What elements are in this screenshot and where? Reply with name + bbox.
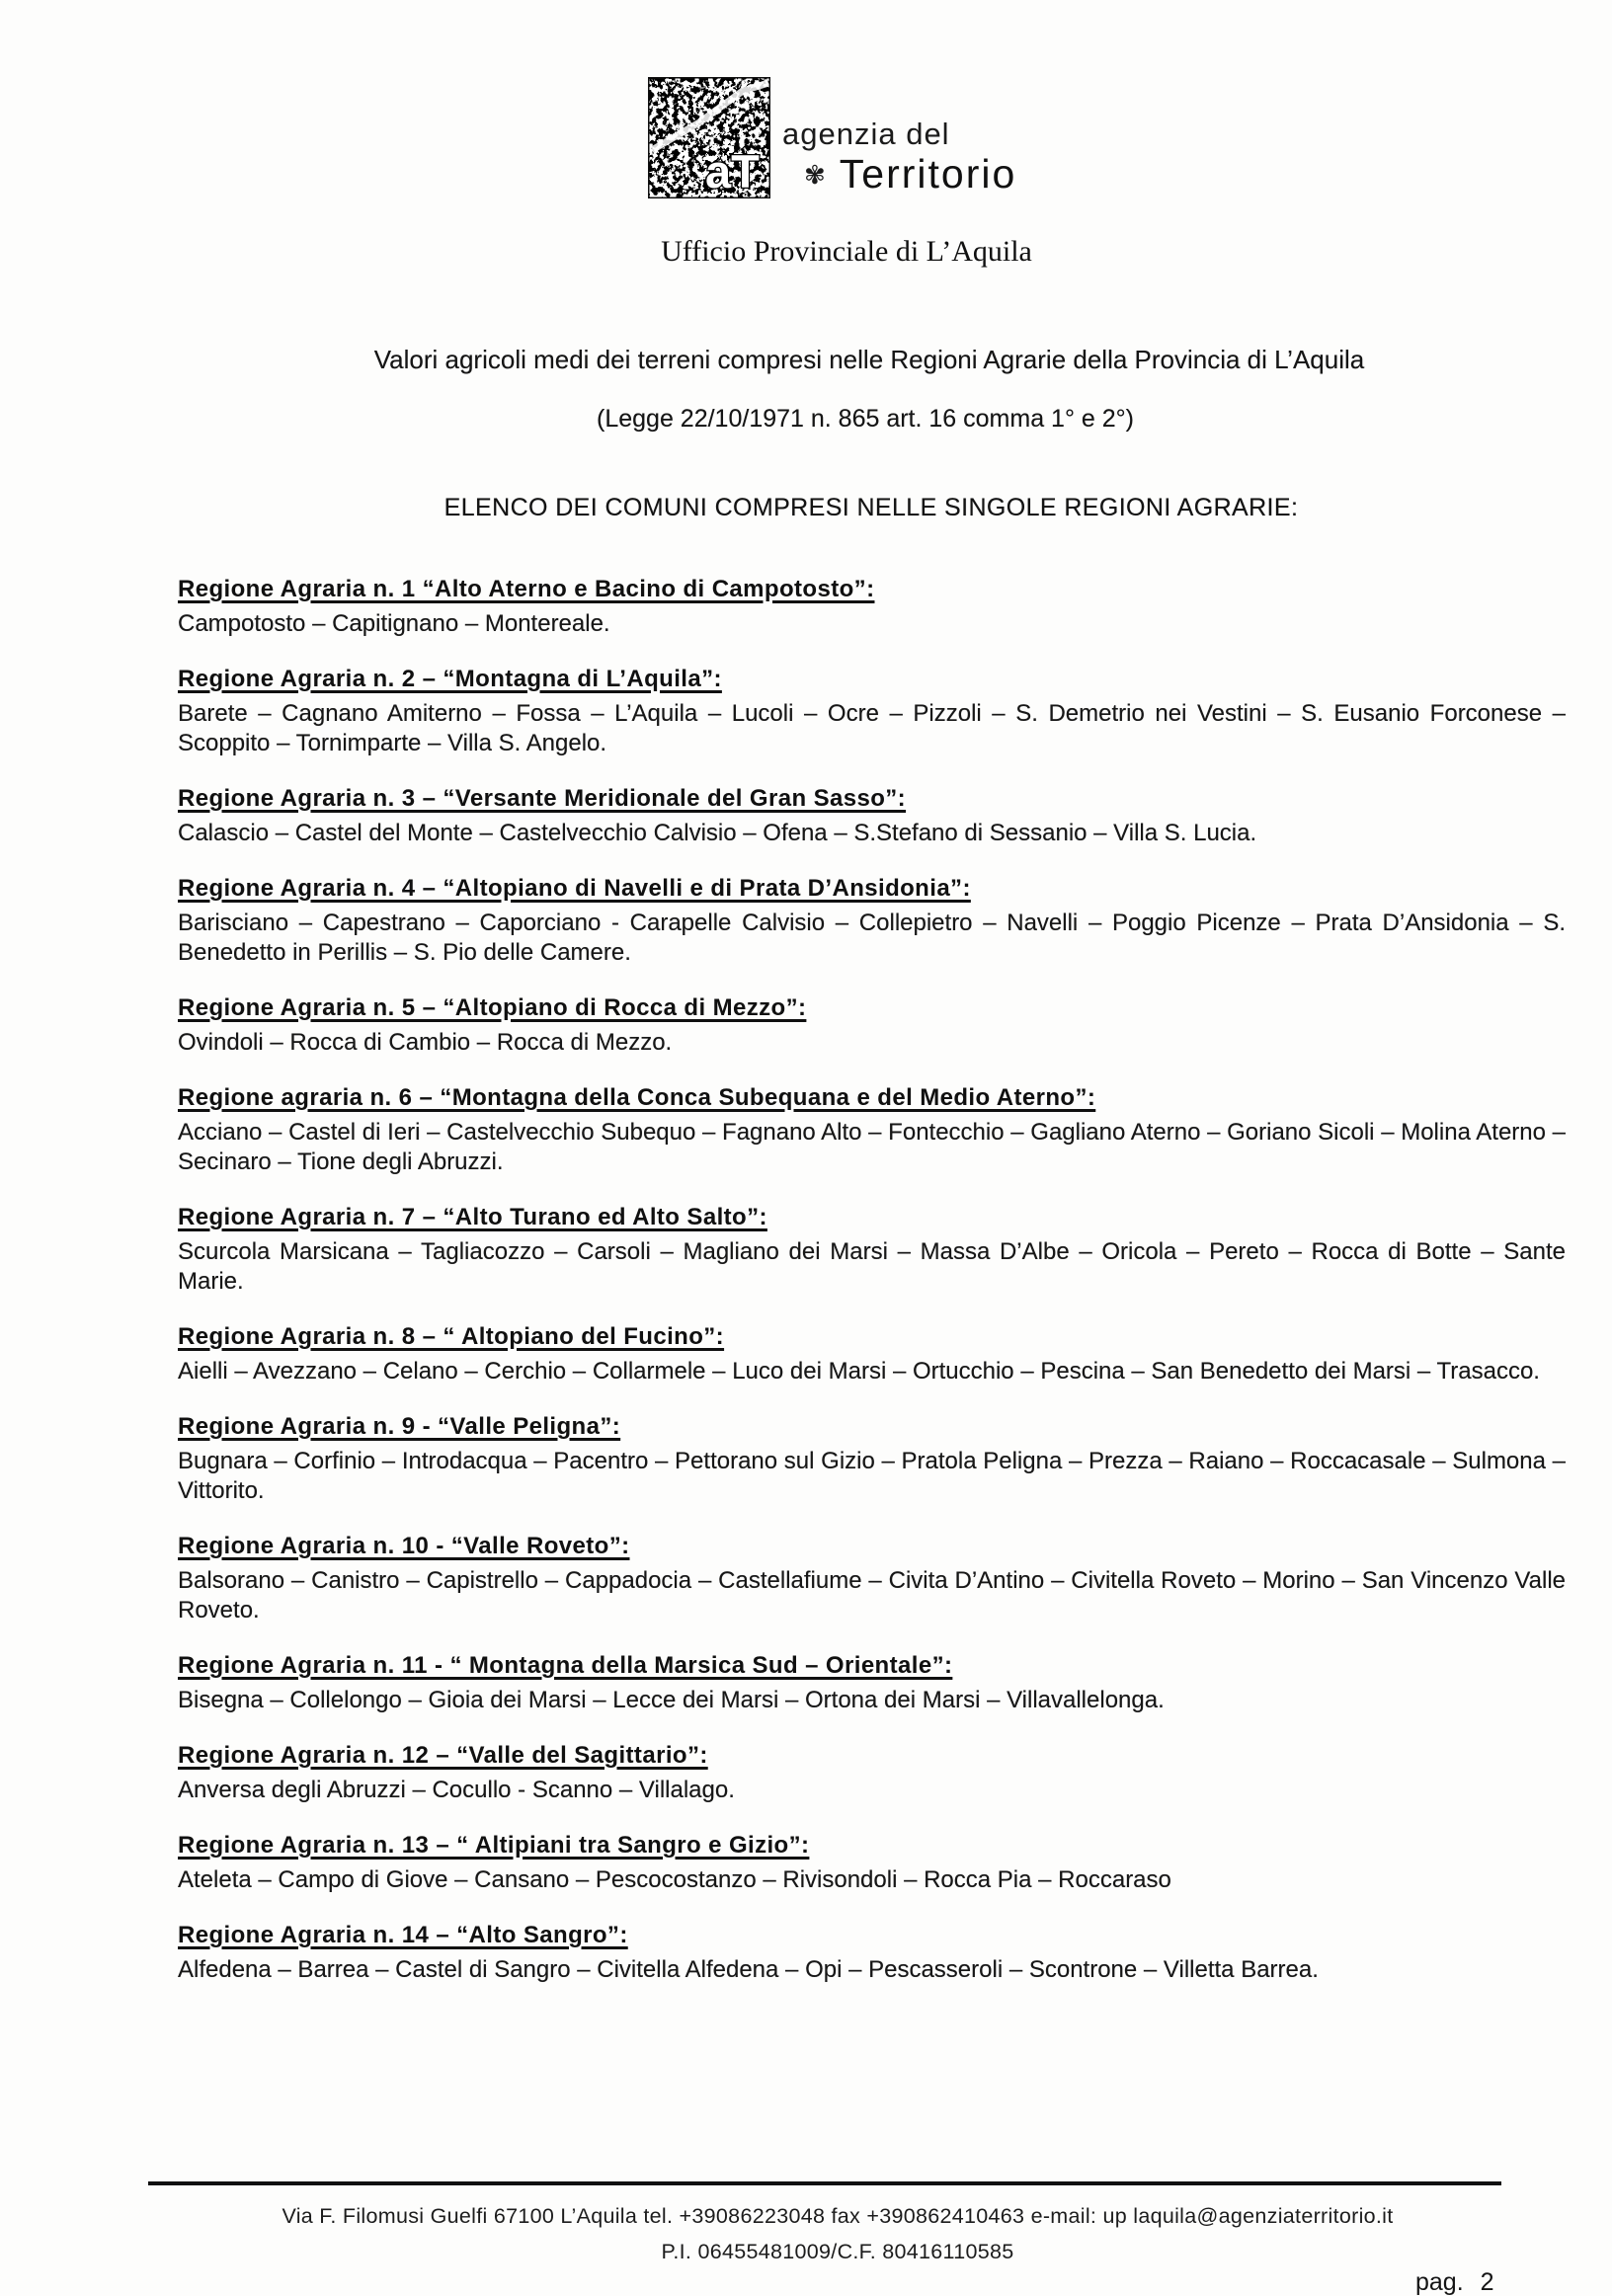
region-section <box>178 784 1566 848</box>
region-section <box>178 1412 1566 1506</box>
region-section <box>178 1831 1566 1895</box>
region-communes: Barete – Cagnano Amiterno – Fossa – L’Aquila – Lucoli – Ocre – Pizzoli – S. Demetrio nei Vestini – S. Eusanio Forconese – Scoppito – Tornimparte – Villa S. Angelo. <box>178 700 1566 756</box>
page-number-value: 2 <box>1480 2268 1494 2296</box>
region-section <box>178 1532 1566 1625</box>
region-heading: Regione Agraria n. 11 - “ Montagna della Marsica Sud – Orientale”: <box>178 1652 953 1679</box>
agency-logo <box>648 77 1016 198</box>
region-section <box>178 1921 1566 1985</box>
region-section <box>178 575 1566 639</box>
region-communes: Anversa degli Abruzzi – Cocullo - Scanno – Villalago. <box>178 1777 735 1803</box>
region-heading: Regione Agraria n. 8 – “ Altopiano del Fucino”: <box>178 1323 725 1350</box>
region-section <box>178 1741 1566 1805</box>
regions-list <box>178 575 1566 2011</box>
footer-divider <box>148 2181 1501 2185</box>
page-number-label: pag. <box>1415 2268 1464 2296</box>
emblem-icon: ✾ <box>804 159 826 190</box>
region-heading: Regione Agraria n. 10 - “Valle Roveto”: <box>178 1533 630 1559</box>
region-communes: Acciano – Castel di Ieri – Castelvecchio Subequo – Fagnano Alto – Fontecchio – Gagliano Aterno – Goriano Sicoli – Molina Aterno – Secinaro – Tione degli Abruzzi. <box>178 1119 1566 1175</box>
region-communes: Aielli – Avezzano – Celano – Cerchio – Collarmele – Luco dei Marsi – Ortucchio – Pescina – San Benedetto dei Marsi – Trasacco. <box>178 1358 1540 1385</box>
region-heading: Regione agraria n. 6 – “Montagna della Conca Subequana e del Medio Aterno”: <box>178 1084 1096 1111</box>
region-communes: Barisciano – Capestrano – Caporciano - Carapelle Calvisio – Collepietro – Navelli – Poggio Picenze – Prata D’Ansidonia – S. Benedetto in Perillis – S. Pio delle Camere. <box>178 910 1566 966</box>
region-communes: Alfedena – Barrea – Castel di Sangro – Civitella Alfedena – Opi – Pescasseroli – Scontrone – Villetta Barrea. <box>178 1956 1319 1983</box>
region-heading: Regione Agraria n. 4 – “Altopiano di Navelli e di Prata D’Ansidonia”: <box>178 875 971 902</box>
logo-wordmark <box>782 77 1016 195</box>
region-section <box>178 1651 1566 1715</box>
list-heading: ELENCO DEI COMUNI COMPRESI NELLE SINGOLE REGIONI AGRARIE: <box>443 494 1299 521</box>
region-section <box>178 665 1566 758</box>
law-reference: (Legge 22/10/1971 n. 865 art. 16 comma 1° e 2°) <box>597 405 1134 433</box>
region-communes: Campotosto – Capitignano – Montereale. <box>178 610 610 637</box>
region-section <box>178 1203 1566 1297</box>
region-heading: Regione Agraria n. 5 – “Altopiano di Rocca di Mezzo”: <box>178 994 807 1021</box>
region-heading: Regione Agraria n. 2 – “Montagna di L’Aquila”: <box>178 666 722 692</box>
page-number <box>1415 2268 1494 2296</box>
region-heading: Regione Agraria n. 12 – “Valle del Sagittario”: <box>178 1742 708 1769</box>
document-title: Valori agricoli medi dei terreni compresi nelle Regioni Agrarie della Provincia di L’Aquila <box>373 345 1365 374</box>
region-section <box>178 993 1566 1058</box>
logo-text-agenzia: agenzia del <box>782 117 950 151</box>
region-communes: Ateleta – Campo di Giove – Cansano – Pescocostanzo – Rivisondoli – Rocca Pia – Roccaraso <box>178 1866 1171 1893</box>
footer-address: Via F. Filomusi Guelfi 67100 L’Aquila tel. +39086223048 fax +390862410463 e-mail: up laquila@agenziaterritorio.it <box>282 2204 1394 2228</box>
region-section <box>178 874 1566 968</box>
region-heading: Regione Agraria n. 14 – “Alto Sangro”: <box>178 1922 628 1948</box>
footer <box>0 2198 1612 2269</box>
region-communes: Bugnara – Corfinio – Introdacqua – Pacentro – Pettorano sul Gizio – Pratola Peligna – Prezza – Raiano – Roccacasale – Sulmona – Vittorito. <box>178 1448 1566 1504</box>
region-heading: Regione Agraria n. 9 - “Valle Peligna”: <box>178 1413 621 1440</box>
region-communes: Balsorano – Canistro – Capistrello – Cappadocia – Castellafiume – Civita D’Antino – Civitella Roveto – Morino – San Vincenzo Valle Roveto. <box>178 1567 1566 1623</box>
logo-monogram: aT <box>705 145 760 198</box>
region-section <box>178 1083 1566 1177</box>
region-heading: Regione Agraria n. 7 – “Alto Turano ed Alto Salto”: <box>178 1204 767 1230</box>
region-heading: Regione Agraria n. 3 – “Versante Meridionale del Gran Sasso”: <box>178 785 907 812</box>
region-communes: Ovindoli – Rocca di Cambio – Rocca di Mezzo. <box>178 1029 673 1056</box>
region-communes: Bisegna – Collelongo – Gioia dei Marsi – Lecce dei Marsi – Ortona dei Marsi – Villavallelonga. <box>178 1687 1165 1713</box>
region-communes: Scurcola Marsicana – Tagliacozzo – Carsoli – Magliano dei Marsi – Massa D’Albe – Oricola – Pereto – Rocca di Botte – Sante Marie. <box>178 1238 1566 1295</box>
region-section <box>178 1322 1566 1386</box>
region-heading: Regione Agraria n. 1 “Alto Aterno e Bacino di Campotosto”: <box>178 576 875 602</box>
footer-fiscal-codes: P.I. 06455481009/C.F. 80416110585 <box>661 2240 1014 2263</box>
office-title: Ufficio Provinciale di L’Aquila <box>661 235 1032 268</box>
region-heading: Regione Agraria n. 13 – “ Altipiani tra Sangro e Gizio”: <box>178 1832 810 1859</box>
logo-text-territorio: Territorio <box>839 151 1017 197</box>
logo-map-image <box>648 77 770 198</box>
region-communes: Calascio – Castel del Monte – Castelvecchio Calvisio – Ofena – S.Stefano di Sessanio – Villa S. Lucia. <box>178 820 1257 846</box>
